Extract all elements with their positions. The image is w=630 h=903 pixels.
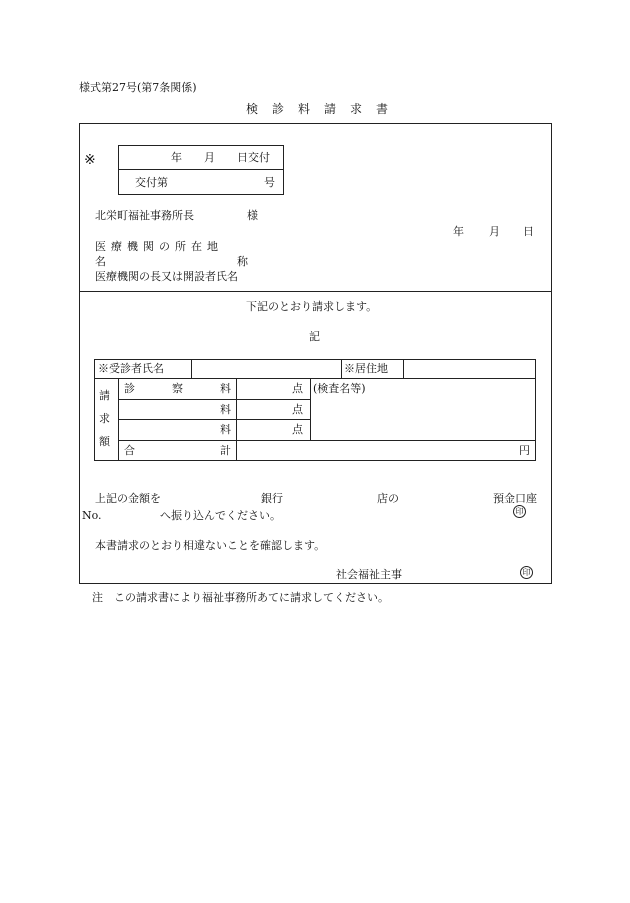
transfer-text: 上記の金額を [95, 492, 161, 505]
table-row-line [94, 378, 536, 379]
issue-number-suffix: 号 [264, 176, 275, 189]
official-use-mark: ※ [84, 152, 96, 168]
institution-address-label: 医療機関の所在地 [95, 240, 223, 253]
section-divider [79, 291, 552, 292]
institution-head-label: 医療機関の長又は開設者氏名 [95, 270, 238, 283]
total-label-1: 合 [124, 444, 135, 457]
row-label-3: 料 [220, 382, 231, 395]
row-label-3: 料 [220, 403, 231, 416]
issue-number-prefix: 交付第 [135, 176, 168, 189]
date-day: 日 [523, 225, 534, 238]
table-col-line [310, 378, 311, 440]
seal-icon: 印 [513, 505, 526, 518]
date-year: 年 [453, 225, 464, 238]
institution-name-label-2: 称 [237, 255, 248, 268]
exam-name-label: (検査名等) [313, 382, 366, 395]
request-statement: 下記のとおり請求します。 [246, 300, 378, 313]
table-col-line [341, 359, 342, 378]
officer-label: 社会福祉主事 [336, 568, 402, 581]
transfer-number-label: No. [82, 509, 102, 522]
row-unit: 点 [292, 382, 303, 395]
row-label-2: 察 [172, 382, 183, 395]
table-row-line [118, 440, 536, 441]
row-label-3: 料 [220, 423, 231, 436]
table-col-line [236, 378, 237, 461]
institution-name-label-1: 名 [95, 255, 106, 268]
date-month: 月 [489, 225, 500, 238]
table-col-line [403, 359, 404, 378]
form-number: 様式第27号(第7条関係) [79, 81, 197, 94]
total-label-2: 計 [220, 444, 231, 457]
claim-label-char: 請 [99, 389, 110, 402]
table-row-line [118, 419, 310, 420]
transfer-end-text: へ振り込んでください。 [160, 509, 281, 522]
total-unit: 円 [519, 444, 530, 457]
transfer-branch: 店の [377, 492, 399, 505]
row-label-1: 診 [124, 382, 135, 395]
table-col-line [191, 359, 192, 378]
honorific: 様 [247, 209, 258, 222]
transfer-account: 預金口座 [493, 492, 537, 505]
address-label: ※居住地 [344, 362, 388, 375]
page-title: 検 診 料 請 求 書 [246, 102, 390, 116]
patient-name-label: ※受診者氏名 [98, 362, 164, 375]
claim-label-char: 額 [99, 435, 110, 448]
seal-icon: 印 [520, 566, 533, 579]
issue-date-field[interactable]: 年 月 日交付 [171, 151, 270, 164]
addressee: 北栄町福祉事務所長 [95, 209, 194, 222]
confirmation-text: 本書請求のとおり相違ないことを確認します。 [95, 539, 326, 552]
table-row-line [118, 399, 310, 400]
footnote: 注 この請求書により福祉事務所あてに請求してください。 [92, 591, 389, 604]
row-unit: 点 [292, 403, 303, 416]
transfer-bank: 銀行 [261, 492, 283, 505]
issue-box-divider [118, 169, 284, 170]
ki-heading: 記 [309, 330, 320, 343]
table-col-line [118, 378, 119, 461]
row-unit: 点 [292, 423, 303, 436]
claim-label-char: 求 [99, 412, 110, 425]
